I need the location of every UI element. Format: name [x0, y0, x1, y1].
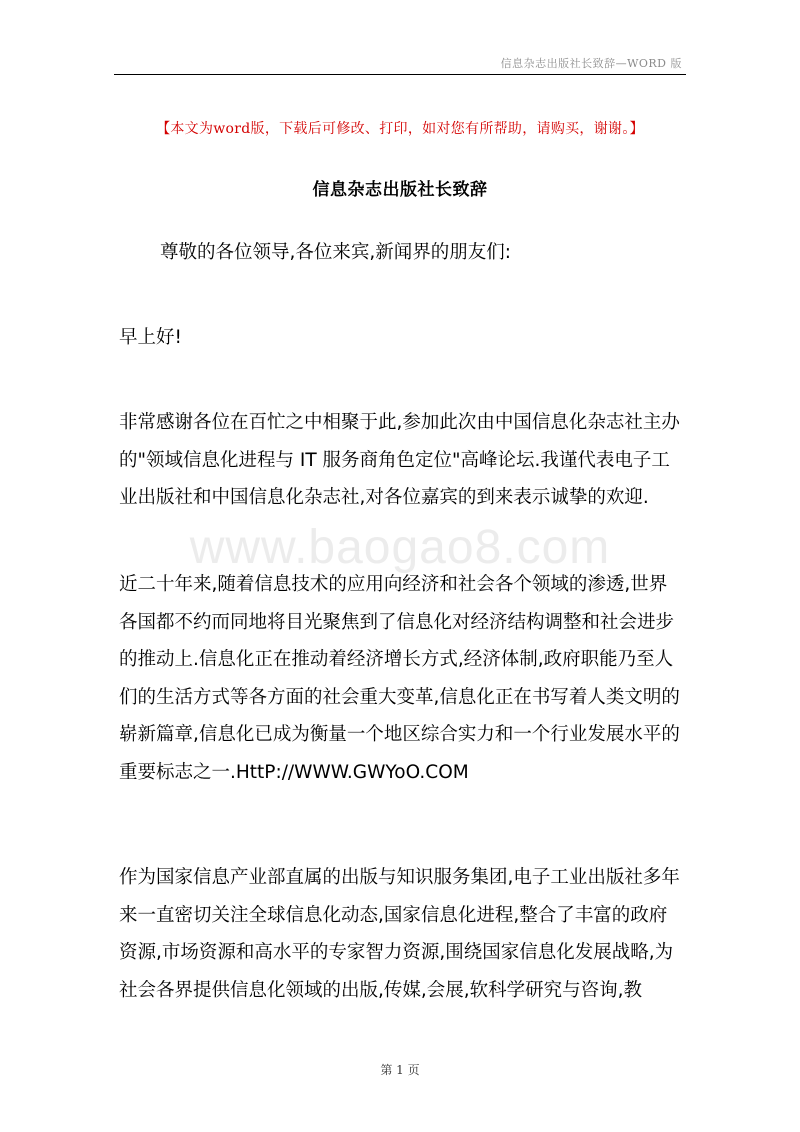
watermark: www.baogao8.com — [189, 521, 611, 574]
page-number: 第 1 页 — [380, 1063, 420, 1077]
body-paragraph: 非常感谢各位在百忙之中相聚于此,参加此次由中国信息化杂志社主办的"领域信息化进程与 IT 服务商角色定位"高峰论坛.我谨代表电子工业出版社和中国信息化杂志社,对各位嘉宾的到来表示诚挚的欢迎. — [119, 412, 680, 508]
header-divider — [114, 74, 686, 75]
body-paragraph: 作为国家信息产业部直属的出版与知识服务集团,电子工业出版社多年来一直密切关注全球信息化动态,国家信息化进程,整合了丰富的政府资源,市场资源和高水平的专家智力资源,围绕国家信息化发展战略,为社会各界提供信息化领域的出版,传媒,会展,软科学研究与咨询,教 — [119, 867, 680, 1001]
salutation: 尊敬的各位领导,各位来宾,新闻界的朋友们: — [160, 242, 511, 263]
document-title: 信息杂志出版社长致辞 — [312, 180, 488, 200]
greeting: 早上好! — [119, 327, 182, 348]
download-notice: 【本文为word版，下载后可修改、打印，如对您有所帮助，请购买，谢谢。】 — [156, 121, 644, 137]
running-header: 信息杂志出版社长致辞—WORD 版 — [500, 57, 682, 70]
body-paragraph: 近二十年来,随着信息技术的应用向经济和社会各个领域的渗透,世界各国都不约而同地将目光聚焦到了信息化对经济结构调整和社会进步的推动上.信息化正在推动着经济增长方式,经济体制,政府职能乃至人们的生活方式等各方面的社会重大变革,信息化正在书写着人类文明的崭新篇章,信息化已成为衡量一个地区综合实力和一个行业发展水平的重要标志之一.HttP://WWW.GWYoO.COM — [119, 574, 680, 783]
